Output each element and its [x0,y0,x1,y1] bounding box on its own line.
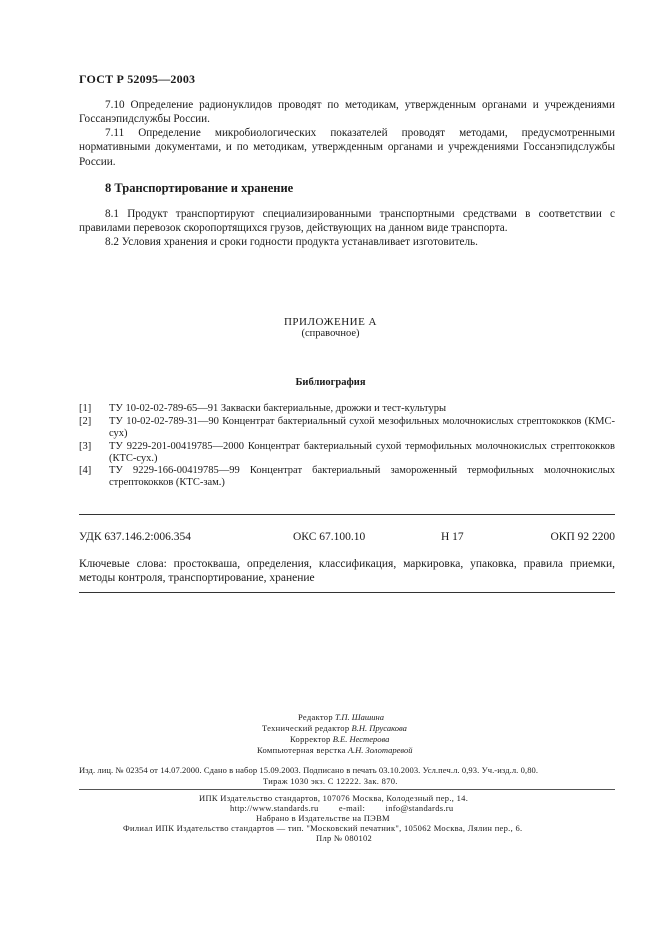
standard-header: ГОСТ Р 52095—2003 [79,72,196,86]
credit-role: Технический редактор [262,723,350,733]
bibliography-item-number: [3] [79,441,92,452]
bibliography-item-text: ТУ 10-02-02-789-65—91 Закваски бактериальные, дрожжи и тест-культуры [109,403,446,414]
n-code: Н 17 [441,531,464,543]
credit-role: Компьютерная верстка [257,745,346,755]
print-info-line: Изд. лиц. № 02354 от 14.07.2000. Сдано в набор 15.09.2003. Подписано в печать 03.10.2003. Усл.печ.л. 0,93. Уч.-изд.л. 0,80. [79,765,539,775]
credit-role: Корректор [290,734,331,744]
clause-7-11: 7.11 Определение микробиологических показателей проводят методами, предусмотренными нормативными документами, и по методикам, утвержденным органами и учреждениями Госсанэпидслужбы России. [79,127,615,168]
credit-name: В.Н. Прусакова [351,723,407,733]
oks-code: ОКС 67.100.10 [293,531,366,543]
bibliography-item-number: [2] [79,416,92,427]
publisher-branch: Филиал ИПК Издательство стандартов — тип. "Московский печатник", 105062 Москва, Лялин пер., 6. [123,823,523,833]
publisher-typeset: Набрано в Издательстве на ПЭВМ [256,813,390,823]
appendix-subtitle: (справочное) [301,328,360,339]
publisher-license: Плр № 080102 [316,833,373,843]
credit-name: Т.П. Шашина [335,712,384,722]
clause-8-2: 8.2 Условия хранения и сроки годности продукта устанавливает изготовитель. [105,236,478,248]
bibliography-item-text: ТУ 9229-166-00419785—99 Концентрат бактериальный замороженный термофильных молочнокислых стрептококков (КТС-зам.) [109,465,615,488]
bibliography-item-text: ТУ 10-02-02-789-31—90 Концентрат бактериальный сухой мезофильных молочнокислых стрептококков (КМС-сух) [109,416,615,439]
bibliography-title: Библиография [295,377,366,388]
bibliography-item-number: [1] [79,403,92,414]
print-run-line: Тираж 1030 экз. С 12222. Зак. 870. [263,776,398,786]
credit-tech-editor [262,723,407,734]
okp-code: ОКП 92 2200 [550,531,615,543]
udk-code: УДК 637.146.2:006.354 [79,531,191,543]
publisher-address: ИПК Издательство стандартов, 107076 Москва, Колодезный пер., 14. [199,793,469,803]
bibliography-item-text: ТУ 9229-201-00419785—2000 Концентрат бактериальный сухой термофильных молочнокислых стрептококков (КТС-сух.) [109,441,615,464]
clause-8-1: 8.1 Продукт транспортируют специализированными транспортными средствами в соответствии с правилами перевозок скоропортящихся грузов, действующих на данном виде транспорта. [79,208,615,235]
credit-proofreader [290,734,389,745]
keywords: Ключевые слова: простокваша, определения, классификация, маркировка, упаковка, правила приемки, методы контроля, транспортирование, хранение [79,558,615,584]
divider-imprint [79,789,615,790]
credit-role: Редактор [298,712,333,722]
bibliography-item-number: [4] [79,465,92,476]
appendix-title: ПРИЛОЖЕНИЕ А [283,316,377,328]
publisher-web: http://www.standards.ru e-mail: info@standards.ru [230,803,454,813]
section-8-title: 8 Транспортирование и хранение [105,181,294,195]
credit-name: А.Н. Золотаревой [347,745,413,755]
credit-name: В.Е. Нестерова [332,734,390,744]
credit-layout [257,745,412,756]
clause-7-10: 7.10 Определение радионуклидов проводят по методикам, утвержденным органами и учреждениями Госсанэпидслужбы России. [79,99,615,126]
credit-editor [298,712,384,723]
